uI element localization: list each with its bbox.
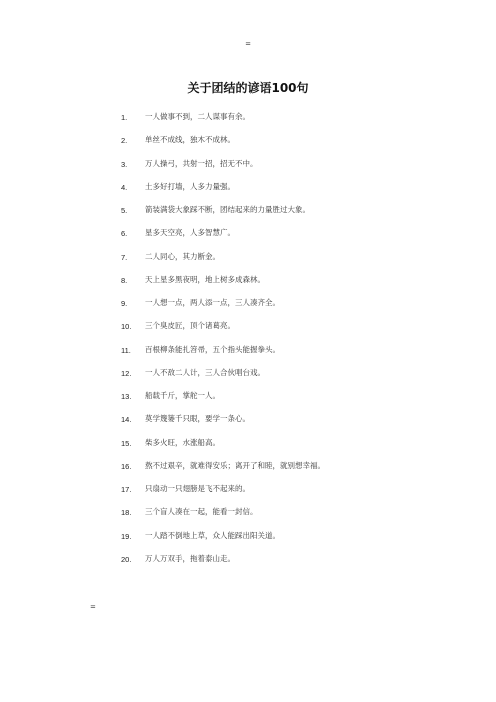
list-item-text: 天上星多黑夜明，地上树多成森林。: [145, 274, 265, 284]
list-item-text: 三个臭皮匠，顶个诸葛亮。: [145, 321, 235, 331]
list-item-text: 万人操弓，共射一招，招无不中。: [145, 158, 258, 168]
list-item: [0, 295, 496, 318]
list-item-number: 16.: [121, 461, 132, 471]
list-item: [0, 225, 496, 248]
list-item: [0, 132, 496, 155]
list-item-number: 10.: [121, 322, 132, 332]
list-item: [0, 156, 496, 179]
list-item-number: 13.: [121, 392, 132, 401]
list-item-number: 3.: [121, 159, 128, 169]
list-item-text: 三个盲人凑在一起，能看一封信。: [145, 507, 258, 517]
list-item: [0, 504, 496, 527]
list-item-text: 土多好打墙，人多力量强。: [145, 181, 235, 191]
list-item: [0, 411, 496, 434]
list-item-number: 15.: [121, 438, 132, 448]
list-item: [0, 179, 496, 202]
list-item-text: 一人踏不倒地上草，众人能踩出阳关道。: [145, 530, 280, 540]
list-item: [0, 109, 496, 132]
list-item-number: 20.: [121, 554, 132, 564]
list-item-number: 8.: [121, 275, 128, 285]
list-item-number: 14.: [121, 415, 132, 425]
list-item: [0, 481, 496, 504]
list-item-number: 4.: [121, 182, 128, 192]
list-item-text: 熬不过艰辛，就难得安乐；离开了和睦，就别想幸福。: [145, 460, 325, 470]
list-item-number: 5.: [121, 206, 128, 215]
list-item-number: 17.: [121, 485, 132, 494]
proverb-list: [0, 109, 496, 574]
list-item-text: 莫学篾篓千只眼，要学一条心。: [145, 414, 250, 424]
list-item: [0, 342, 496, 365]
list-item: [0, 202, 496, 225]
list-item-text: 箭装满袋大象踩不断，团结起来的力量胜过大象。: [145, 205, 310, 214]
list-item-number: 19.: [121, 531, 132, 541]
list-item-number: 7.: [121, 252, 128, 262]
list-item-text: 一人想一点，两人添一点，三人凑齐全。: [145, 298, 280, 307]
list-item: [0, 528, 496, 551]
page-footer-mark: =: [90, 603, 96, 611]
list-item: [0, 435, 496, 458]
list-item-number: 9.: [121, 299, 128, 308]
list-item-number: 1.: [121, 113, 128, 122]
list-item-text: 只扇动一只翅膀是飞不起来的。: [145, 484, 250, 493]
list-item: [0, 458, 496, 481]
list-item-text: 一人做事不到，二人谋事有余。: [145, 112, 250, 121]
list-item: [0, 272, 496, 295]
list-item: [0, 551, 496, 574]
list-item-number: 6.: [121, 229, 128, 239]
list-item-text: 船载千斤，掌舵一人。: [145, 391, 220, 400]
list-item-text: 百根柳条能扎笤帚，五个指头能握拳头。: [145, 344, 280, 354]
list-item-text: 二人同心，其力断金。: [145, 251, 220, 261]
list-item-text: 单丝不成线，独木不成林。: [145, 135, 235, 145]
list-item-number: 2.: [121, 136, 128, 146]
list-item: [0, 318, 496, 341]
list-item-text: 万人万双手，拖着泰山走。: [145, 553, 235, 563]
list-item-number: 12.: [121, 368, 132, 378]
list-item-number: 11.: [121, 345, 131, 355]
list-item-text: 柴多火旺，水涨船高。: [145, 437, 220, 447]
page-title: 关于团结的谚语100句: [187, 81, 309, 95]
list-item: [0, 365, 496, 388]
list-item-text: 星多天空亮，人多智慧广。: [145, 228, 235, 238]
list-item-text: 一人不敌二人计，三人合伙唱台戏。: [145, 367, 265, 377]
list-item: [0, 388, 496, 411]
page-header-mark: =: [245, 40, 251, 48]
list-item: [0, 249, 496, 272]
list-item-number: 18.: [121, 508, 132, 518]
